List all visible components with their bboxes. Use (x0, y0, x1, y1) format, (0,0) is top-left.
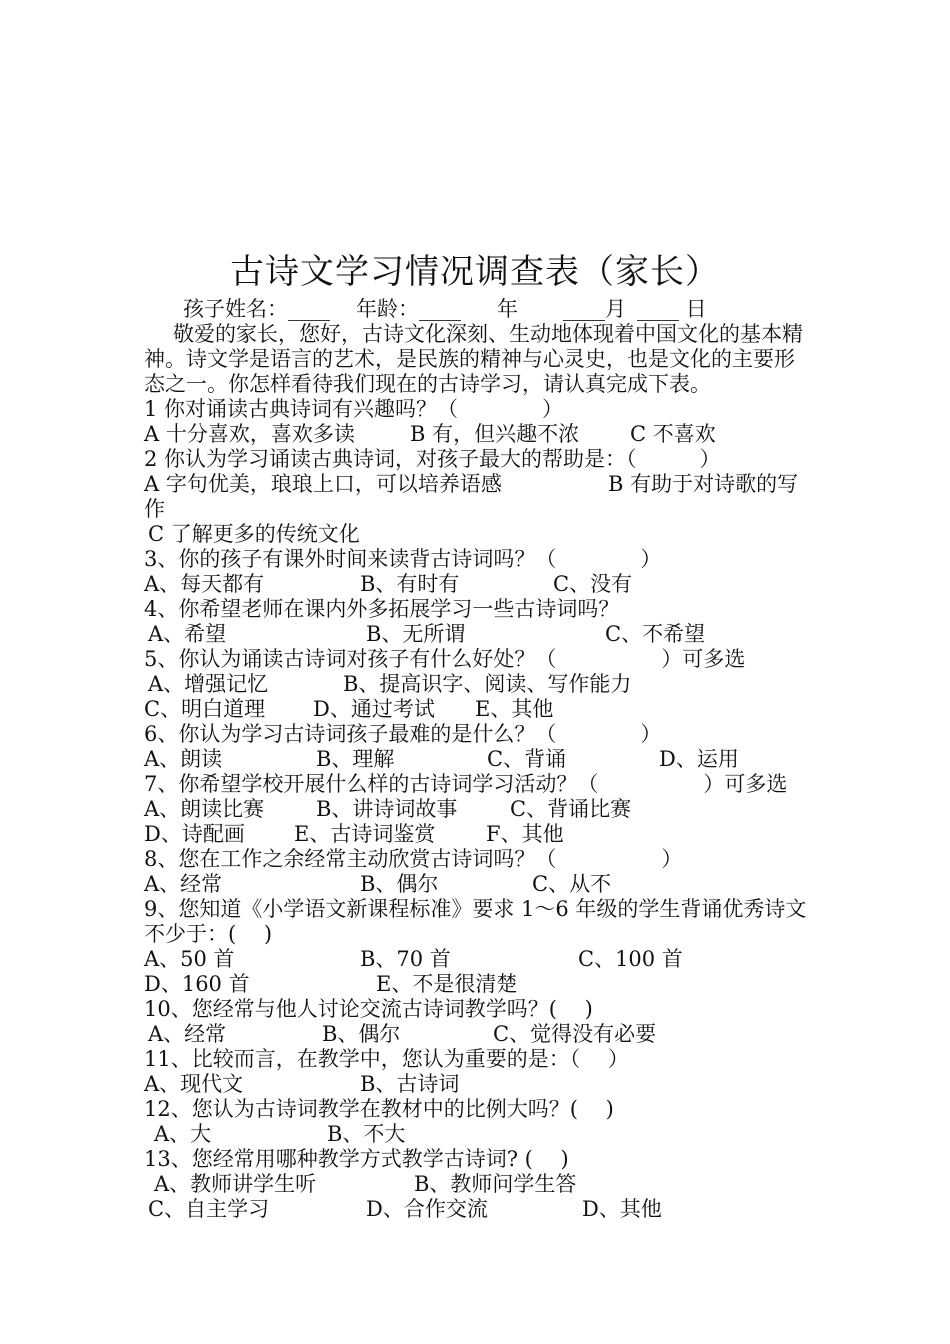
question-1: 1 你对诵读古典诗词有兴趣吗？（ ） (144, 397, 564, 421)
q3-option-b: B、有时有 (360, 572, 460, 596)
q5-option-d: D、通过考试 (313, 697, 435, 721)
q5-option-b: B、提高识字、阅读、写作能力 (343, 672, 632, 696)
q6-option-b: B、理解 (316, 747, 395, 771)
month-label: ____月 (563, 297, 626, 321)
q2-option-b-wrap: 作 (144, 497, 165, 521)
q13-option-e: D、其他 (582, 1197, 662, 1221)
question-12: 12、您认为古诗词教学在教材中的比例大吗？( ) (144, 1097, 614, 1121)
question-8: 8、您在工作之余经常主动欣赏古诗词吗？（ ） (144, 847, 683, 871)
q2-option-b: B 有助于对诗歌的写 (608, 472, 799, 496)
q10-option-c: C、觉得没有必要 (493, 1022, 657, 1046)
question-2: 2 你认为学习诵读古典诗词，对孩子最大的帮助是：（ ） (144, 447, 721, 471)
q8-option-b: B、偶尔 (360, 872, 439, 896)
q3-option-a: A、每天都有 (144, 572, 265, 596)
q13-option-b: B、教师问学生答 (414, 1172, 577, 1196)
q9-option-e: E、不是很清楚 (376, 972, 518, 996)
q7-option-e: E、古诗词鉴赏 (294, 822, 436, 846)
q2-option-a: A 字句优美，琅琅上口，可以培养语感 (144, 472, 502, 496)
q5-option-a: A、增强记忆 (148, 672, 269, 696)
q10-option-b: B、偶尔 (322, 1022, 401, 1046)
q6-option-d: D、运用 (659, 747, 739, 771)
question-4: 4、你希望老师在课内外多拓展学习一些古诗词吗？ (144, 597, 620, 621)
q2-option-c: C 了解更多的传统文化 (148, 522, 360, 546)
q10-option-a: A、经常 (148, 1022, 227, 1046)
year-label: 年 (497, 297, 518, 321)
question-10: 10、您经常与他人讨论交流古诗词教学吗？( ) (144, 997, 593, 1021)
q9-option-c: C、100 首 (578, 947, 683, 971)
q7-option-a: A、朗读比赛 (144, 797, 265, 821)
q13-option-a: A、教师讲学生听 (154, 1172, 317, 1196)
q1-option-b: B 有，但兴趣不浓 (410, 422, 580, 446)
question-9-continued: 不少于：( ) (144, 922, 273, 946)
question-11: 11、比较而言，在教学中，您认为重要的是：（ ） (144, 1047, 629, 1071)
question-6: 6、你认为学习古诗词孩子最难的是什么？（ ） (144, 722, 662, 746)
q5-option-e: E、其他 (475, 697, 554, 721)
q1-option-a: A 十分喜欢，喜欢多读 (144, 422, 355, 446)
q11-option-a: A、现代文 (144, 1072, 244, 1096)
q3-option-c: C、没有 (553, 572, 633, 596)
question-3: 3、你的孩子有课外时间来读背古诗词吗？（ ） (144, 547, 662, 571)
q13-option-c: C、自主学习 (148, 1197, 270, 1221)
q9-option-a: A、50 首 (144, 947, 235, 971)
question-7: 7、你希望学校开展什么样的古诗词学习活动？（ ）可多选 (144, 772, 788, 796)
q12-option-b: B、不大 (327, 1122, 406, 1146)
q13-option-d: D、合作交流 (366, 1197, 488, 1221)
q6-option-a: A、朗读 (144, 747, 223, 771)
q11-option-b: B、古诗词 (360, 1072, 460, 1096)
q1-option-c: C 不喜欢 (630, 422, 716, 446)
q8-option-c: C、从不 (532, 872, 612, 896)
q7-option-b: B、讲诗词故事 (316, 797, 458, 821)
q4-option-c: C、不希望 (605, 622, 706, 646)
q7-option-c: C、背诵比赛 (510, 797, 632, 821)
intro-paragraph: 敬爱的家长，您好，古诗文化深刻、生动地体现着中国文化的基本精神。诗文学是语言的艺术，是民族的精神与心灵史，也是文化的主要形态之一。你怎样看待我们现在的古诗学习，请认真完成下表。 (144, 322, 803, 396)
question-9: 9、您知道《小学语文新课程标准》要求 1～6 年级的学生背诵优秀诗文 (144, 897, 807, 921)
q4-option-b: B、无所谓 (366, 622, 466, 646)
question-5: 5、你认为诵读古诗词对孩子有什么好处？（ ）可多选 (144, 647, 746, 671)
age-label: 年龄：____ (356, 297, 461, 321)
q5-option-c: C、明白道理 (144, 697, 266, 721)
q12-option-a: A、大 (154, 1122, 212, 1146)
q9-option-b: B、70 首 (360, 947, 451, 971)
question-13: 13、您经常用哪种教学方式教学古诗词? ( ) (144, 1147, 569, 1171)
q9-option-d: D、160 首 (144, 972, 250, 996)
q6-option-c: C、背诵 (487, 747, 567, 771)
q7-option-d: D、诗配画 (144, 822, 245, 846)
q8-option-a: A、经常 (144, 872, 223, 896)
q7-option-f: F、其他 (486, 822, 564, 846)
document-title: 古诗文学习情况调查表（家长） (230, 252, 720, 292)
child-name-label: 孩子姓名：____ (183, 297, 330, 321)
day-label: ____ 日 (637, 297, 707, 321)
q4-option-a: A、希望 (148, 622, 227, 646)
